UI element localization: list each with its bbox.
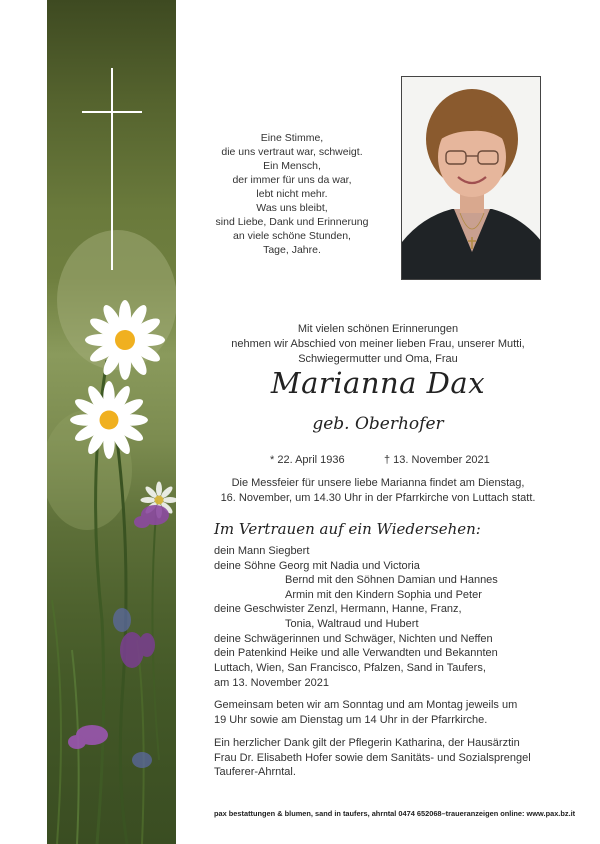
motto-heading: Im Vertrauen auf ein Wiedersehen: (214, 520, 481, 538)
decorative-flower-strip (47, 0, 176, 844)
birth-date: * 22. April 1936 (270, 454, 345, 466)
poem-line: Eine Stimme, (260, 132, 324, 144)
funeral-home-footer: pax bestattungen & blumen, sand in taufers, ahrntal 0474 652068–traueranzeigen online: www.pax.bz.it (214, 809, 576, 818)
family-line: dein Mann Siegbert (214, 545, 310, 557)
place-line: Luttach, Wien, San Francisco, Pfalzen, Sand in Taufers, (214, 662, 486, 674)
prayer-notice (214, 698, 517, 727)
prayer-line: Gemeinsam beten wir am Sonntag und am Montag jeweils um (214, 699, 518, 711)
portrait-illustration (402, 77, 541, 280)
poem-line: an viele schöne Stunden, (233, 230, 351, 242)
family-line: deine Söhne Georg mit Nadia und Victoria (214, 559, 420, 572)
family-line: Bernd mit den Söhnen Damian und Hannes (285, 574, 498, 587)
poem-line: sind Liebe, Dank und Erinnerung (215, 216, 369, 228)
poem-line: Ein Mensch, (263, 160, 321, 172)
thanks-line: Ein herzlicher Dank gilt der Pflegerin Katharina, der Hausärztin (214, 737, 520, 749)
meadow-flowers-illustration (47, 0, 176, 844)
poem-line: lebt nicht mehr. (256, 188, 328, 200)
poem-line: die uns vertraut war, schweigt. (221, 146, 363, 158)
prayer-line: 19 Uhr sowie am Dienstag um 14 Uhr in der Pfarrkirche. (214, 713, 488, 726)
death-date: † 13. November 2021 (384, 454, 490, 466)
intro-line: nehmen wir Abschied von meiner lieben Frau, unserer Mutti, (231, 338, 525, 350)
family-line: deine Schwägerinnen und Schwäger, Nichten und Neffen (214, 632, 493, 645)
deceased-name: Marianna Dax (270, 366, 486, 400)
thanks-notice (214, 736, 531, 780)
mass-line: Die Messfeier für unsere liebe Marianna findet am Dienstag, (231, 477, 525, 489)
purple-flower (134, 505, 169, 528)
funeral-mass-notice (188, 476, 568, 506)
mass-line: 16. November, um 14.30 Uhr in der Pfarrkirche von Luttach statt. (220, 492, 536, 504)
maiden-name: geb. Oberhofer (312, 414, 444, 434)
purple-flower (113, 608, 152, 768)
purple-flower (120, 632, 155, 668)
intro-line: Schwiegermutter und Oma, Frau (298, 353, 458, 365)
poem-line: der immer für uns da war, (232, 174, 352, 186)
farewell-intro (188, 322, 568, 367)
portrait-photo (401, 76, 541, 280)
date-line: am 13. November 2021 (214, 676, 329, 689)
family-line: Armin mit den Kindern Sophia und Peter (285, 588, 482, 601)
intro-line: Mit vielen schönen Erinnerungen (297, 323, 459, 335)
family-line: dein Patenkind Heike und alle Verwandten und Bekannten (214, 647, 498, 660)
family-line: Tonia, Waltraud und Hubert (285, 617, 419, 630)
memorial-poem (188, 131, 396, 257)
poem-line: Tage, Jahre. (263, 244, 321, 256)
thanks-line: Tauferer-Ahrntal. (214, 766, 296, 779)
thanks-line: Frau Dr. Elisabeth Hofer sowie dem Sanitäts- und Sozialsprengel (214, 751, 531, 764)
poem-line: Was uns bleibt, (256, 202, 328, 214)
place-and-date (214, 661, 486, 690)
family-line: deine Geschwister Zenzl, Hermann, Hanne, Franz, (214, 603, 462, 616)
family-list (214, 544, 498, 661)
